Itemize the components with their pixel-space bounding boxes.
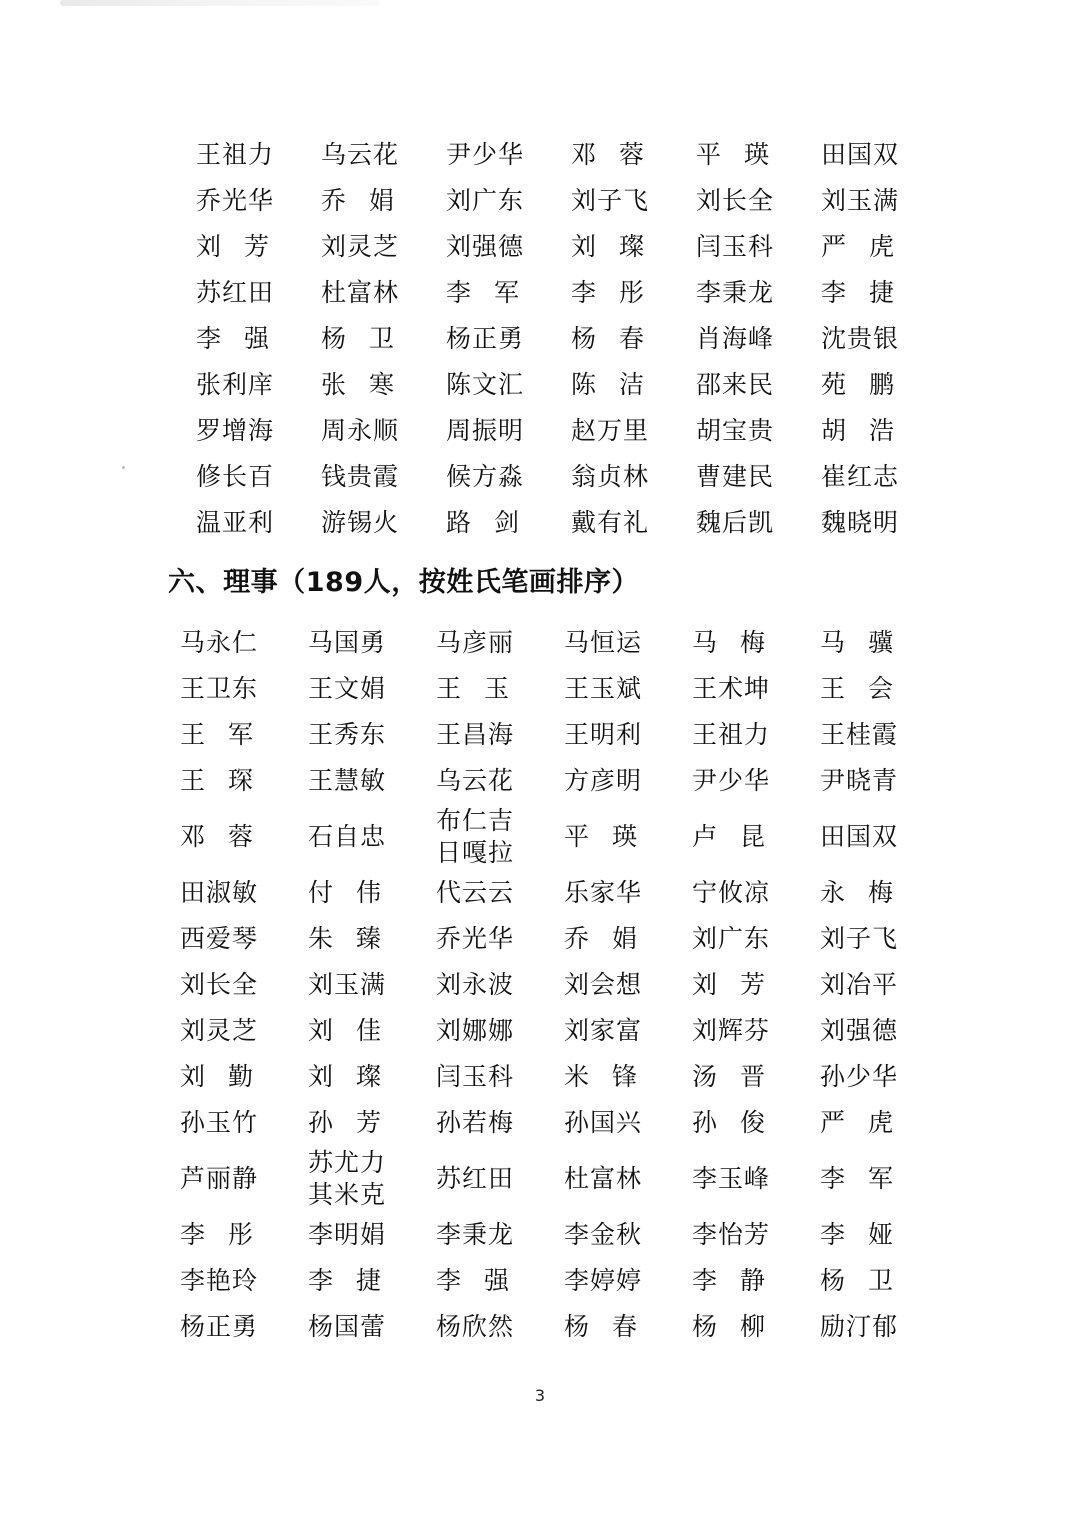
name-cell: 陈 洁 (571, 370, 645, 399)
name-cell: 孙国兴 (564, 1108, 643, 1137)
name-cell: 乌云花 (436, 766, 515, 795)
name-cell: 周永顺 (321, 416, 400, 445)
name-cell: 刘 芳 (196, 232, 270, 261)
name-cell: 刘冶平 (820, 970, 899, 999)
name-cell: 王 会 (820, 674, 894, 703)
name-cell: 赵万里 (571, 416, 650, 445)
name-cell: 邵来民 (696, 370, 775, 399)
name-cell: 路 剑 (446, 508, 520, 537)
name-cell: 王文娟 (308, 674, 387, 703)
name-cell: 李怡芳 (692, 1220, 771, 1249)
name-cell: 刘会想 (564, 970, 643, 999)
name-cell: 崔红志 (821, 462, 900, 491)
name-cell: 肖海峰 (696, 324, 775, 353)
name-cell: 王 军 (180, 720, 254, 749)
name-cell: 李明娟 (308, 1220, 387, 1249)
name-cell: 刘广东 (692, 924, 771, 953)
name-cell: 平 瑛 (564, 822, 638, 851)
name-cell: 孙若梅 (436, 1108, 515, 1137)
name-cell: 孙 俊 (692, 1108, 766, 1137)
name-cell: 汤 晋 (692, 1062, 766, 1091)
council-name-list-continued (196, 132, 946, 546)
name-cell: 刘长全 (696, 186, 775, 215)
name-cell: 孙玉竹 (180, 1108, 259, 1137)
name-cell: 石自忠 (308, 822, 387, 851)
name-cell: 刘灵芝 (180, 1016, 259, 1045)
name-cell: 王祖力 (196, 140, 275, 169)
name-cell: 马彦丽 (436, 628, 515, 657)
name-cell: 田国双 (820, 822, 899, 851)
name-cell: 温亚利 (196, 508, 275, 537)
name-cell: 刘玉满 (308, 970, 387, 999)
name-cell: 戴有礼 (571, 508, 650, 537)
name-cell: 乔 娟 (321, 186, 395, 215)
name-cell: 马国勇 (308, 628, 387, 657)
name-cell: 杜富林 (321, 278, 400, 307)
name-cell: 邓 蓉 (571, 140, 645, 169)
name-cell: 闫玉科 (436, 1062, 515, 1091)
name-cell: 李金秋 (564, 1220, 643, 1249)
name-cell: 平 瑛 (696, 140, 770, 169)
name-cell: 沈贵银 (821, 324, 900, 353)
name-cell: 方彦明 (564, 766, 643, 795)
name-cell: 田国双 (821, 140, 900, 169)
name-cell: 杨国蕾 (308, 1312, 387, 1341)
name-cell: 刘玉满 (821, 186, 900, 215)
name-cell: 励汀郁 (820, 1312, 899, 1341)
name-cell: 修长百 (196, 462, 275, 491)
name-cell: 乐家华 (564, 878, 643, 907)
name-cell: 乔光华 (196, 186, 275, 215)
name-cell: 杜富林 (564, 1164, 643, 1193)
name-cell: 李 强 (196, 324, 270, 353)
name-cell: 永 梅 (820, 878, 894, 907)
name-cell: 李 军 (820, 1164, 894, 1193)
name-cell: 严 虎 (821, 232, 895, 261)
name-cell: 朱 臻 (308, 924, 382, 953)
page-number: 3 (534, 1386, 546, 1405)
name-cell: 杨 春 (571, 324, 645, 353)
name-cell: 游锡火 (321, 508, 400, 537)
name-cell: 胡 浩 (821, 416, 895, 445)
name-cell: 周振明 (446, 416, 525, 445)
name-cell: 李 军 (446, 278, 520, 307)
name-cell: 杨欣然 (436, 1312, 515, 1341)
name-cell: 西爱琴 (180, 924, 259, 953)
name-cell: 刘子飞 (820, 924, 899, 953)
name-cell: 张利庠 (196, 370, 275, 399)
name-cell: 马 骥 (820, 628, 894, 657)
name-cell: 候方淼 (446, 462, 525, 491)
name-cell: 刘辉芬 (692, 1016, 771, 1045)
name-cell: 孙少华 (820, 1062, 899, 1091)
name-cell: 王玉斌 (564, 674, 643, 703)
name-cell: 王秀东 (308, 720, 387, 749)
name-cell: 布仁吉 日嘎拉 (436, 806, 515, 867)
name-cell: 王桂霞 (820, 720, 899, 749)
name-cell: 李 静 (692, 1266, 766, 1295)
name-cell: 刘家富 (564, 1016, 643, 1045)
name-cell: 杨 卫 (321, 324, 395, 353)
name-cell: 王昌海 (436, 720, 515, 749)
name-cell: 罗增海 (196, 416, 275, 445)
name-cell: 翁贞林 (571, 462, 650, 491)
name-cell: 苏红田 (196, 278, 275, 307)
name-cell: 王祖力 (692, 720, 771, 749)
name-cell: 乔光华 (436, 924, 515, 953)
name-cell: 钱贵霞 (321, 462, 400, 491)
name-cell: 李 彤 (571, 278, 645, 307)
name-cell: 胡宝贵 (696, 416, 775, 445)
name-cell: 李 强 (436, 1266, 510, 1295)
name-cell: 乌云花 (321, 140, 400, 169)
name-cell: 李 彤 (180, 1220, 254, 1249)
name-cell: 刘 芳 (692, 970, 766, 999)
name-cell: 代云云 (436, 878, 515, 907)
name-cell: 马永仁 (180, 628, 259, 657)
name-cell: 苑 鹏 (821, 370, 895, 399)
name-cell: 李玉峰 (692, 1164, 771, 1193)
name-cell: 尹少华 (446, 140, 525, 169)
name-cell: 刘 勤 (180, 1062, 254, 1091)
name-cell: 马恒运 (564, 628, 643, 657)
name-cell: 刘娜娜 (436, 1016, 515, 1045)
name-cell: 付 伟 (308, 878, 382, 907)
name-cell: 田淑敏 (180, 878, 259, 907)
name-cell: 王术坤 (692, 674, 771, 703)
name-cell: 刘强德 (446, 232, 525, 261)
name-cell: 杨 柳 (692, 1312, 766, 1341)
name-cell: 李秉龙 (696, 278, 775, 307)
name-cell: 刘广东 (446, 186, 525, 215)
name-cell: 陈文汇 (446, 370, 525, 399)
name-cell: 刘 璨 (571, 232, 645, 261)
name-cell: 李秉龙 (436, 1220, 515, 1249)
name-cell: 李艳玲 (180, 1266, 259, 1295)
director-name-list (180, 620, 950, 1350)
scan-edge-mark (60, 0, 380, 6)
name-cell: 邓 蓉 (180, 822, 254, 851)
name-cell: 李 捷 (821, 278, 895, 307)
name-cell: 张 寒 (321, 370, 395, 399)
name-cell: 杨 春 (564, 1312, 638, 1341)
name-cell: 马 梅 (692, 628, 766, 657)
name-cell: 王卫东 (180, 674, 259, 703)
name-cell: 曹建民 (696, 462, 775, 491)
name-cell: 杨正勇 (180, 1312, 259, 1341)
name-cell: 刘灵芝 (321, 232, 400, 261)
name-cell: 刘永波 (436, 970, 515, 999)
name-cell: 孙 芳 (308, 1108, 382, 1137)
scan-speck (122, 466, 125, 469)
name-cell: 宁攸凉 (692, 878, 771, 907)
name-cell: 杨正勇 (446, 324, 525, 353)
name-cell: 李 娅 (820, 1220, 894, 1249)
name-cell: 刘子飞 (571, 186, 650, 215)
name-cell: 刘 佳 (308, 1016, 382, 1045)
name-cell: 杨 卫 (820, 1266, 894, 1295)
name-cell: 魏晓明 (821, 508, 900, 537)
name-cell: 苏红田 (436, 1164, 515, 1193)
name-cell: 王 玉 (436, 674, 510, 703)
name-cell: 尹晓青 (820, 766, 899, 795)
name-cell: 刘长全 (180, 970, 259, 999)
name-cell: 卢 昆 (692, 822, 766, 851)
name-cell: 王慧敏 (308, 766, 387, 795)
name-cell: 苏尤力 其米克 (308, 1148, 387, 1209)
name-cell: 李婷婷 (564, 1266, 643, 1295)
name-cell: 米 锋 (564, 1062, 638, 1091)
name-cell: 闫玉科 (696, 232, 775, 261)
name-cell: 刘 璨 (308, 1062, 382, 1091)
name-cell: 尹少华 (692, 766, 771, 795)
name-cell: 芦丽静 (180, 1164, 259, 1193)
name-cell: 李 捷 (308, 1266, 382, 1295)
name-cell: 王明利 (564, 720, 643, 749)
name-cell: 严 虎 (820, 1108, 894, 1137)
name-cell: 王 琛 (180, 766, 254, 795)
section-title: 六、理事（189人，按姓氏笔画排序） (168, 567, 640, 598)
name-cell: 魏后凯 (696, 508, 775, 537)
name-cell: 刘强德 (820, 1016, 899, 1045)
name-cell: 乔 娟 (564, 924, 638, 953)
